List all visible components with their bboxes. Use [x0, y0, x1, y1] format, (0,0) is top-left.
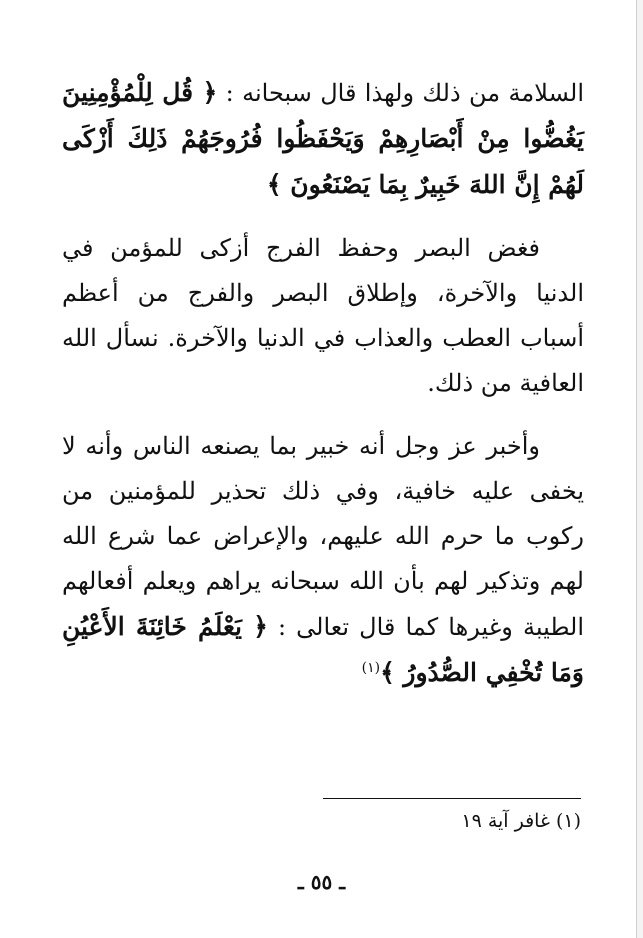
footnote-marker: (١): [361, 660, 381, 676]
paragraph-2: فغض البصر وحفظ الفرج أزكى للمؤمن في الدنيا والآخرة، وإطلاق البصر والفرج من أعظم أسباب العطب والعذاب في الدنيا والآخرة. نسأل الله العافية من ذلك.: [62, 234, 584, 397]
paragraph-3-text: وأخبر عز وجل أنه خبير بما يصنعه الناس وأنه لا يخفى عليه خافية، وفي ذلك تحذير للمؤمنين من ركوب ما حرم الله عليهم، والإعراض عما شرع الله لهم وتذكير لهم بأن الله سبحانه يراهم ويعلم أفعالهم الطيبة وغيرها كما قال تعالى :: [62, 432, 584, 641]
paragraph-1-lead: السلامة من ذلك ولهذا قال سبحانه :: [217, 79, 584, 107]
page-body: [62, 70, 584, 714]
footnote-divider: [323, 798, 581, 799]
quran-verse-2: ﴿ يَعْلَمُ خَائِنَةَ الأَعْيُنِ وَمَا تُخْفِي الصُّدُورُ ﴾: [62, 612, 584, 687]
quran-verse-1: ﴿ قُل لِلْمُؤْمِنِينَ يَغُضُّوا مِنْ أَبْصَارِهِمْ وَيَحْفَظُوا فُرُوجَهُمْ ذَلِكَ أَزْكَى لَهُمْ إِنَّ اللهَ خَبِيرٌ بِمَا يَصْنَعُونَ ﴾: [62, 78, 584, 199]
footnote: (١) غافر آية ١٩: [461, 810, 581, 832]
paragraph-1: [62, 70, 584, 208]
page-edge: [636, 0, 643, 938]
page-number: ـ ٥٥ ـ: [297, 870, 346, 894]
paragraph-3: [62, 424, 584, 696]
